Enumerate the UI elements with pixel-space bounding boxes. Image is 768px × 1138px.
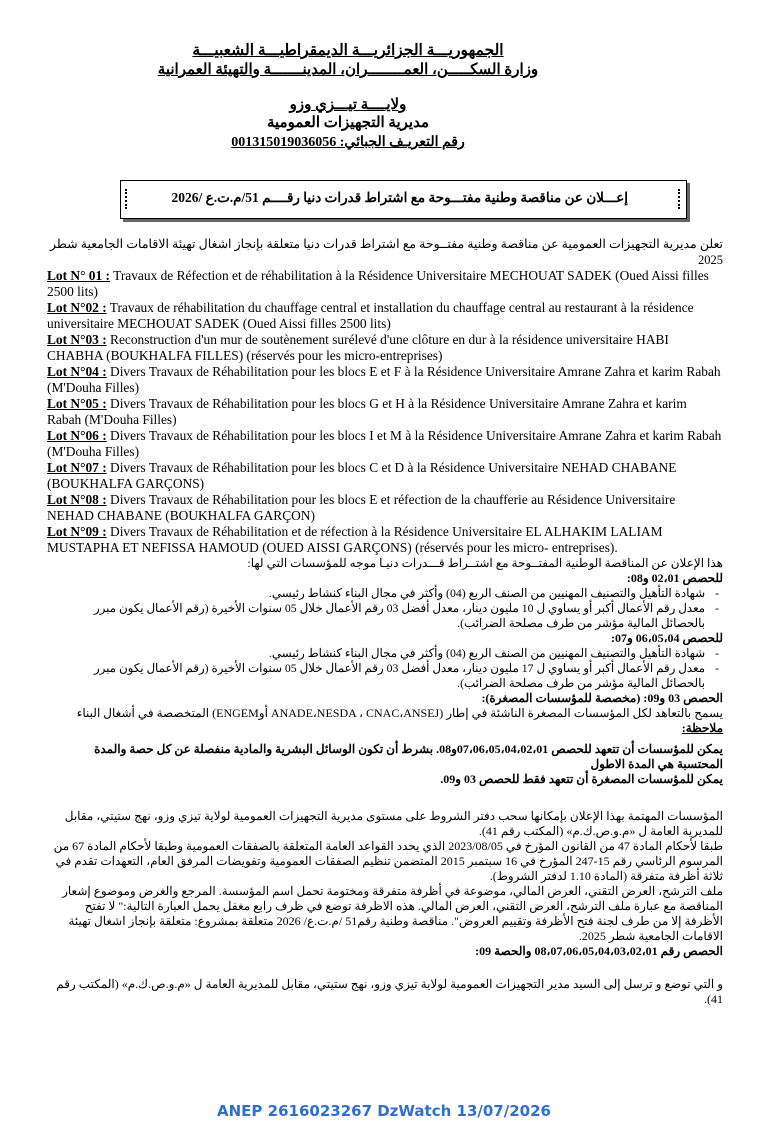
publication-reference: ANEP 2616023267 DzWatch 13/07/2026 — [217, 1102, 551, 1120]
lot-text: Travaux de réhabilitation du chauffage central et installation du chauffage central au restaurant à la résidence universitaire MECHOUAT SADEK (Oued Aissi filles 2500 lits) — [47, 300, 694, 331]
note-paragraph-1: يمكن للمؤسسات أن تتعهد للحصص 07،06،05،04،02،01و08. بشرط أن تكون الوسائل البشرية والمادية منفصلة عن كل حصة والمدة المحتسبة هي المدة الاطول — [94, 742, 723, 771]
notice-title: إعـــلان عن مناقصة وطنية مفتـــوحة مع اشتراط قدرات دنيا رقــــم 51/م.ت.ع /2026 — [171, 190, 628, 205]
group3-text: يسمح بالتعاهد لكل المؤسسات المصغرة الناشئة في إطار (ANADE،NESDA ، CNAC،ANSEJ أوENGEM) المتخصصة في أشغال البناء — [76, 706, 723, 720]
group2-title: للحصص 06،05،04 و07: — [610, 631, 723, 645]
lot-label: Lot N°05 : — [47, 396, 107, 411]
group2-bullet-turnover: - معدل رقم الأعمال أكبر أو يساوي ل 17 مليون دينار، معدل أفضل 03 رقم الأعمال خلال 05 سنوات الأخيرة (رقم الأعمال يكون مبرر بالحصائل المالية مؤشر من طرف مصلحة الضرائب). — [47, 661, 723, 691]
lot-item — [47, 268, 723, 300]
title-box-mark — [678, 189, 682, 209]
lot-label: Lot N°08 : — [47, 492, 107, 507]
submission-paragraph-5: و التي توضع و ترسل إلى السيد مدير التجهيزات العمومية لولاية تيزي وزو، نهج ستيتي، مقابل للمديرية العامة ل «م.و.ص.ك.م» (المكتب رقم 41). — [56, 977, 723, 1006]
group2-bullet-classification: - شهادة التأهيل والتصنيف المهنيين من الصنف الربع (04) وأكثر في مجال البناء كنشاط رئيسي. — [47, 646, 723, 661]
lot-label: Lot N°06 : — [47, 428, 107, 443]
lot-item — [47, 460, 723, 492]
group1-title: للحصص 02،01 و08: — [626, 571, 723, 585]
lot-text: Divers Travaux de Réhabilitation et de réfection à la Résidence Universitaire EL ALHAKIM LALIAM MUSTAPHA ET NEFISSA HAMOUD (OUED AISSI GARÇONS) (réservés pour les micro- entreprises). — [47, 524, 663, 555]
lot-label: Lot N°09 : — [47, 524, 107, 539]
wilaya-name: ولايــــة تيـــزي وزو — [289, 97, 407, 113]
lot-item — [47, 428, 723, 460]
lot-text: Travaux de Réfection et de réhabilitation à la Résidence Universitaire MECHOUAT SADEK (Oued Aissi filles 2500 lits) — [47, 268, 709, 299]
note-paragraph-2: يمكن للمؤسسات المصغرة أن تتعهد فقط للحصص 03 و09. — [440, 772, 723, 786]
lot-text: Divers Travaux de Réhabilitation pour les blocs I et M à la Résidence Universitaire Amrane Zahra et karim Rabah (M'Douha Filles) — [47, 428, 722, 459]
lot-item — [47, 492, 723, 524]
lot-label: Lot N° 01 : — [47, 268, 111, 283]
lot-item — [47, 364, 723, 396]
submission-paragraph-1: المؤسسات المهتمة بهذا الإعلان بإمكانها سحب دفتر الشروط على مستوى مديرية التجهيزات العمومية لولاية تيزي وزو، نهج ستيتي، مقابل للمديرية العامة ل «م.و.ص.ك.م» (المكتب رقم 41). — [64, 809, 723, 838]
submission-paragraph-3: ملف الترشح، العرض التقني، العرض المالي، موضوعة في أظرفة متفرقة ومختومة تحمل اسم المؤسسة. المرجع والغرض وموضوع إشعار المناقصة مع عبارة ملف الترشح، العرض التقني، العرض المالي. هذه الاظرفة توضع في ظرف رابع مغفل يحمل العبارة التالية:" لا تفتح الأظرفة إلا من طرف لجنة فتح الأظرفة وتقييم العروض". مناقصة وطنية رقم51 /م.ت.ع/ 2026 متعلقة بمشروع: متعلقة بإنجاز اشغال تهيئة الاقامات الجامعية شطر 2025. — [62, 884, 723, 943]
lot-item — [47, 524, 723, 556]
notice-body — [47, 236, 723, 1007]
lot-item — [47, 300, 723, 332]
directorate-name: مديرية التجهيزات العمومية — [266, 115, 430, 131]
lot-text: Reconstruction d'un mur de soutènement surélevé d'une clôture en dur à la résidence universitaire HABI CHABHA (BOUKHALFA FILLES) (réservés pour les micro-entreprises) — [47, 332, 669, 363]
lot-text: Divers Travaux de Réhabilitation pour les blocs E et réfection de la chaufferie au Résidence Universitaire NEHAD CHABANE (BOUKHALFA GARÇON) — [47, 492, 676, 523]
note-title: ملاحظة: — [681, 721, 723, 735]
lot-text: Divers Travaux de Réhabilitation pour les blocs E et F à la Résidence Universitaire Amrane Zahra et karim Rabah (M'Douha Filles) — [47, 364, 721, 395]
lot-text: Divers Travaux de Réhabilitation pour les blocs G et H à la Résidence Universitaire Amrane Zahra et karim Rabah (M'Douha Filles) — [47, 396, 687, 427]
republic-name: الجمهوريـــة الجزائريـــة الديمقراطيـــة الشعبيـــة — [192, 42, 504, 59]
submission-paragraph-2: طبقا لأحكام المادة 47 من القانون المؤرخ في 2023/08/05 الذي يحدد القواعد العامة المتعلقة بالصفقات العمومية وطبقا لأحكام المادة 67 من المرسوم الرئاسي رقم 15-247 المؤرخ في 16 سبتمبر 2015 المتضمن تنظيم الصفقات العمومية وتفويضات المرفق العام، التعهدات تقدم في ثلاثة أظرفة متفرقة (المادة 1.10 لدفتر الشروط). — [53, 839, 723, 883]
lot-item — [47, 396, 723, 428]
lot-label: Lot N°02 : — [47, 300, 107, 315]
group3-title: الحصص 03 و09: (مخصصة للمؤسسات المصغرة): — [481, 691, 723, 705]
conditions-lead: هذا الإعلان عن المناقصة الوطنية المفتــوحة مع اشتــراط قـــدرات دنيـا موجه للمؤسسات التي لها: — [247, 556, 723, 570]
lot-item — [47, 332, 723, 364]
lot-label: Lot N°03 : — [47, 332, 107, 347]
lot-text: Divers Travaux de Réhabilitation pour les blocs C et D à la Résidence Universitaire NEHAD CHABANE (BOUKHALFA GARÇONS) — [47, 460, 677, 491]
tax-id: رقم التعريـف الجبائي: 001315019036056 — [231, 135, 465, 150]
group1-bullet-turnover: - معدل رقم الأعمال أكبر أو يساوي ل 10 مليون دينار، معدل أفضل 03 رقم الأعمال خلال 05 سنوات الأخيرة (رقم الأعمال يكون مبرر بالحصائل المالية مؤشر من طرف مصلحة الضرائب). — [47, 601, 723, 631]
notice-title-box — [120, 180, 687, 219]
title-box-mark — [125, 189, 129, 209]
group1-bullet-classification: - شهادة التأهيل والتصنيف المهنيين من الصنف الربع (04) وأكثر في مجال البناء كنشاط رئيسي. — [47, 586, 723, 601]
intro-paragraph: تعلن مديرية التجهيزات العمومية عن مناقصة وطنية مفتــوحة مع اشتراط قدرات دنيا متعلقة بإنجاز اشغال تهيئة الاقامات الجامعية شطر 2025 — [50, 237, 723, 267]
ministry-name: وزارة السكـــــن، العمــــــــران، المدينـــــــة والتهيئة العمرانية — [157, 62, 539, 78]
lot-label: Lot N°04 : — [47, 364, 107, 379]
submission-lots-line: الحصص رقم 08،07،06،05،04،03،02،01 والحصة 09: — [475, 944, 723, 958]
lot-label: Lot N°07 : — [47, 460, 107, 475]
